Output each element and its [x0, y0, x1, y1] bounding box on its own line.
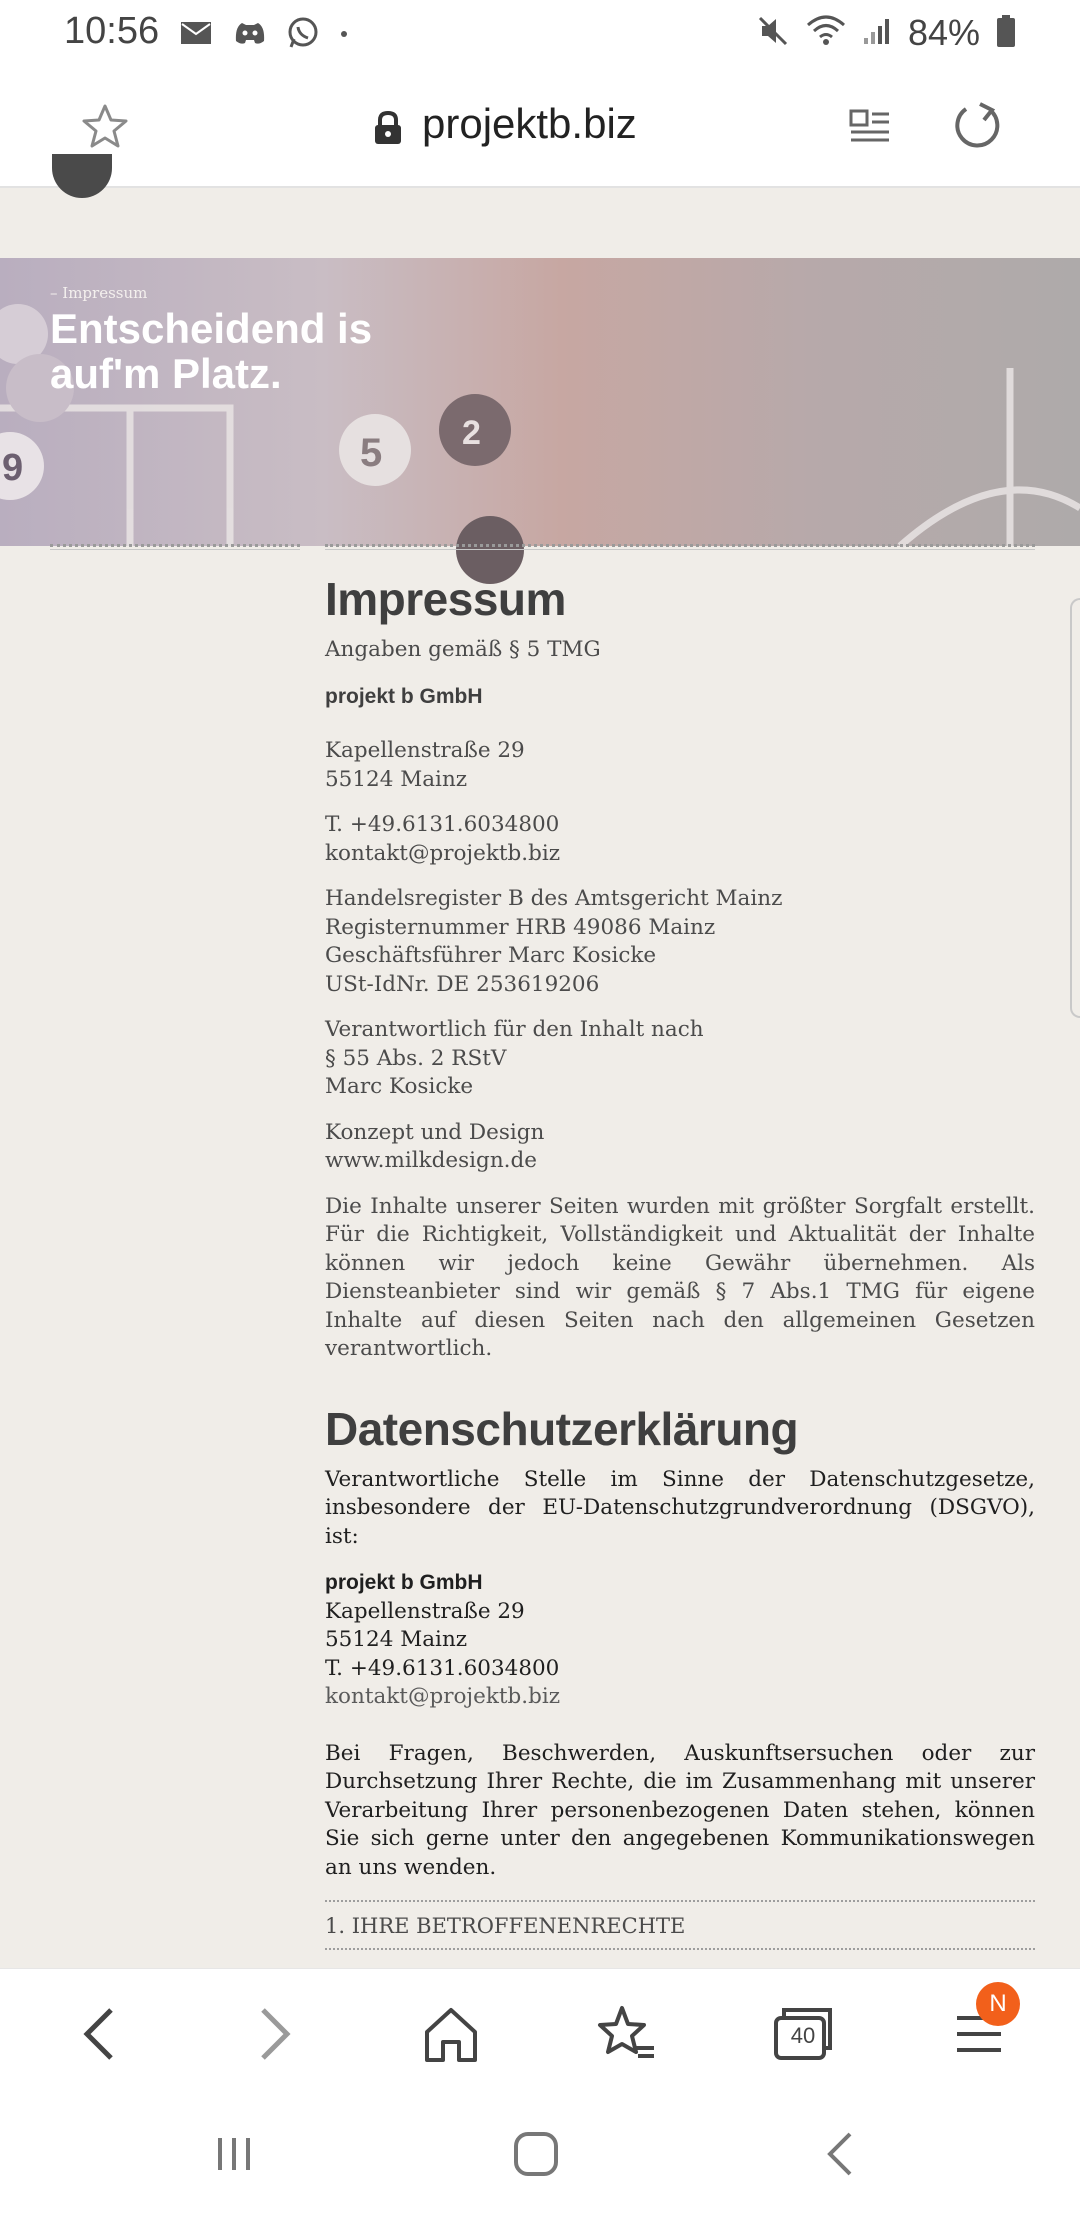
main-content	[325, 568, 1035, 2025]
impressum-phone[interactable]: T. +49.6131.6034800	[325, 812, 560, 837]
browser-toolbar	[0, 1968, 1080, 2092]
dot-icon	[338, 27, 350, 45]
content-divider	[325, 544, 1035, 550]
impressum-heading: Impressum	[325, 573, 566, 625]
recent-apps-icon[interactable]	[210, 2130, 258, 2182]
register-line-4: USt-IdNr. DE 253619206	[325, 971, 600, 997]
tabs-icon[interactable]	[768, 1999, 838, 2069]
lock-icon	[372, 110, 404, 151]
system-status-icons	[756, 12, 1016, 54]
web-page	[0, 188, 1080, 1968]
datenschutz-intro: Verantwortliche Stelle im Sinne der Datenschutzgesetze, insbesondere der EU-Datenschutzgrundverordnung (DSGVO), ist:	[325, 1466, 1035, 1549]
hero-board-illustration	[0, 258, 1080, 546]
wifi-icon	[806, 15, 846, 52]
section-divider	[325, 1948, 1035, 1950]
tabs-count: 40	[790, 2023, 816, 2048]
svg-text:2: 2	[462, 414, 481, 452]
impressum-company: projekt b GmbH	[325, 684, 483, 708]
status-bar	[0, 0, 1080, 66]
design-line-1: Konzept und Design	[325, 1119, 545, 1145]
bookmark-star-icon[interactable]	[80, 102, 130, 157]
datenschutz-street: Kapellenstraße 29	[325, 1598, 525, 1624]
home-nav-icon[interactable]	[510, 2128, 562, 2184]
register-line-3: Geschäftsführer Marc Kosicke	[325, 943, 657, 968]
url-text[interactable]: projektb.biz	[422, 100, 637, 147]
svg-text:5: 5	[360, 431, 383, 475]
datenschutz-city: 55124 Mainz	[325, 1627, 468, 1652]
svg-text:9: 9	[2, 447, 24, 489]
home-icon[interactable]	[416, 1999, 486, 2069]
email-notification-icon	[180, 19, 214, 52]
signal-icon	[862, 16, 892, 51]
battery-percent: 84%	[907, 12, 980, 53]
whatsapp-icon	[286, 16, 320, 55]
responsible-line-1: Verantwortlich für den Inhalt nach	[325, 1017, 704, 1042]
hero-banner	[0, 258, 1080, 546]
datenschutz-email[interactable]: kontakt@projektb.biz	[325, 1684, 561, 1709]
datenschutz-heading: Datenschutzerklärung	[325, 1402, 799, 1455]
design-link[interactable]: www.milkdesign.de	[325, 1148, 537, 1173]
impressum-street: Kapellenstraße 29	[325, 738, 525, 763]
back-icon[interactable]	[64, 1999, 134, 2069]
sidebar-divider	[50, 544, 300, 550]
datenschutz-company: projekt b GmbH	[325, 1571, 483, 1594]
reload-icon[interactable]	[950, 100, 1004, 159]
browser-url-bar	[0, 66, 1080, 188]
impressum-subtitle: Angaben gemäß § 5 TMG	[325, 637, 601, 662]
mute-icon	[756, 14, 790, 53]
status-time: 10:56	[64, 10, 160, 52]
back-nav-icon[interactable]	[820, 2128, 860, 2184]
reader-mode-icon[interactable]	[848, 106, 892, 155]
scroll-handle[interactable]	[1070, 598, 1080, 1018]
system-nav-bar	[0, 2092, 1080, 2220]
register-line-2: Registernummer HRB 49086 Mainz	[325, 914, 716, 940]
impressum-email[interactable]: kontakt@projektb.biz	[325, 840, 561, 866]
disclaimer-text: Die Inhalte unserer Seiten wurden mit größter Sorgfalt erstellt. Für die Richtigkeit, Vollständigkeit und Aktualität der Inhalte können wir jedoch keine Gewähr übernehmen. Als Diensteanbieter sind wir gemäß § 7 Abs.1 TMG für eigene Inhalte auf diesen Seiten nach den allgemeinen Gesetzen verantwortlich.	[325, 1193, 1035, 1361]
forward-icon[interactable]	[240, 1999, 310, 2069]
notification-icons	[180, 16, 350, 55]
discord-icon	[232, 19, 268, 52]
responsible-line-3: Marc Kosicke	[325, 1074, 474, 1099]
site-logo[interactable]	[52, 154, 112, 198]
breadcrumb[interactable]: – Impressum	[50, 284, 148, 302]
menu-notification-badge: N	[976, 1982, 1020, 2026]
impressum-city: 55124 Mainz	[325, 766, 468, 792]
battery-icon	[996, 14, 1016, 53]
section-title-betroffenenrechte: 1. IHRE BETROFFENENRECHTE	[325, 1914, 686, 1938]
register-line-1: Handelsregister B des Amtsgericht Mainz	[325, 886, 783, 911]
bookmarks-icon[interactable]	[592, 1999, 662, 2069]
responsible-line-2: § 55 Abs. 2 RStV	[325, 1045, 507, 1071]
hero-title: Entscheidend is auf'm Platz.	[50, 305, 373, 398]
datenschutz-phone[interactable]: T. +49.6131.6034800	[325, 1655, 560, 1681]
datenschutz-questions: Bei Fragen, Beschwerden, Auskunftsersuchen oder zur Durchsetzung Ihrer Rechte, die im Zusammenhang mit unserer Verarbeitung Ihrer personenbezogenen Daten stehen, können Sie sich gerne unter den angegebenen Kommunikationswegen an uns wenden.	[325, 1740, 1035, 1880]
